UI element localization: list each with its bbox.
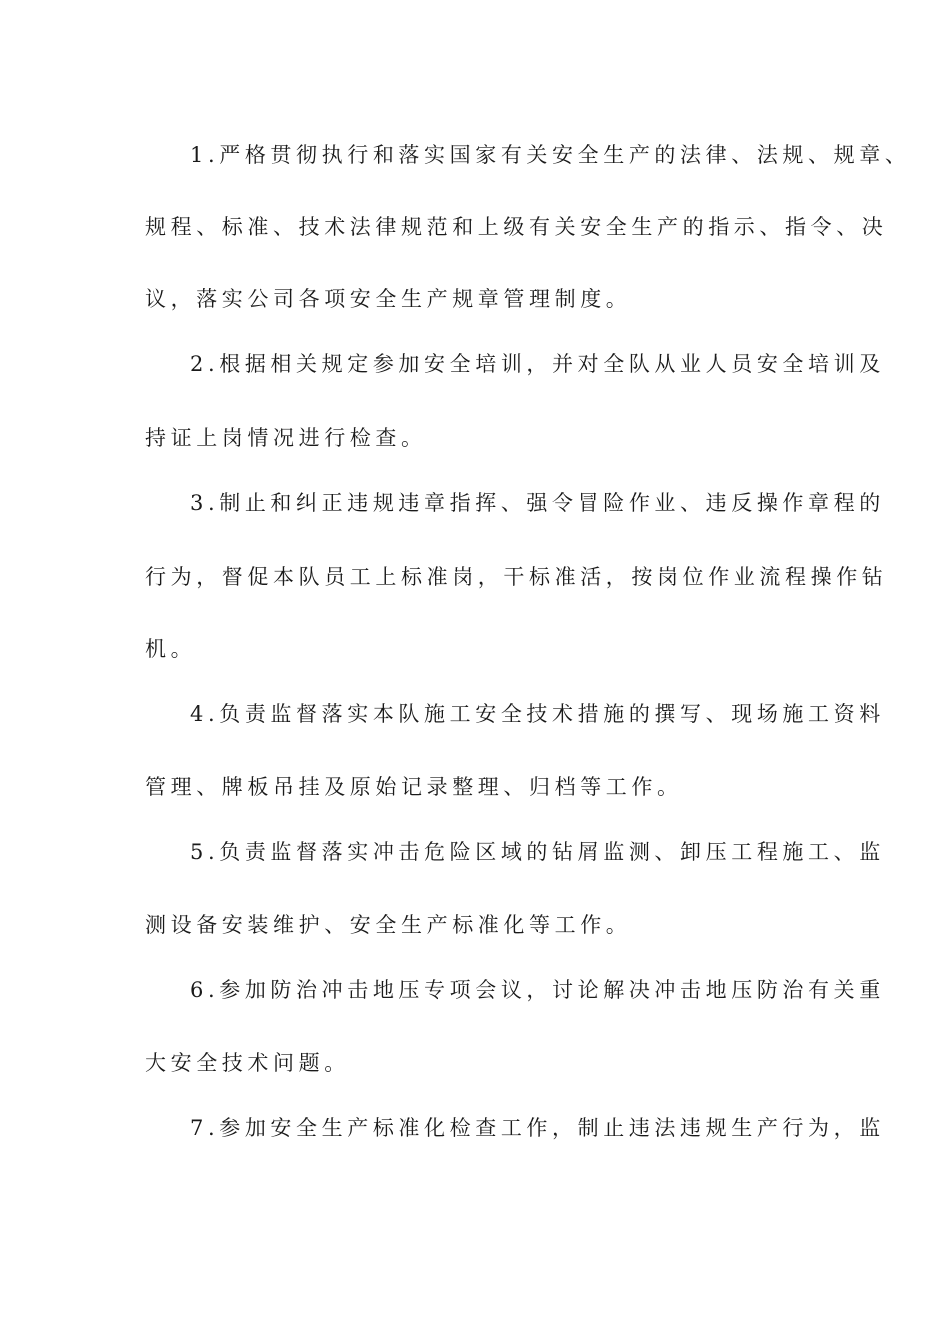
item-1-line-2: 规程、标准、技术法律规范和上级有关安全生产的指示、指令、决 [145,215,888,239]
item-2-line-2: 持证上岗情况进行检查。 [145,426,427,450]
item-4-line-2: 管理、牌板吊挂及原始记录整理、归档等工作。 [145,775,683,799]
item-2-line-1: 2.根据相关规定参加安全培训，并对全队从业人员安全培训及 [190,352,885,376]
item-1-line-3: 议，落实公司各项安全生产规章管理制度。 [145,287,632,311]
item-5-line-2: 测设备安装维护、安全生产标准化等工作。 [145,913,632,937]
item-7-line-1: 7.参加安全生产标准化检查工作，制止违法违规生产行为，监 [190,1116,885,1140]
item-5-line-1: 5.负责监督落实冲击危险区域的钻屑监测、卸压工程施工、监 [190,840,885,864]
item-3-line-2: 行为，督促本队员工上标准岗，干标准活，按岗位作业流程操作钻 [145,565,888,589]
item-6-line-2: 大安全技术问题。 [145,1051,350,1075]
item-3-line-3: 机。 [145,637,197,661]
item-1-line-1: 1.严格贯彻执行和落实国家有关安全生产的法律、法规、规章、 [190,143,911,167]
item-3-line-1: 3.制止和纠正违规违章指挥、强令冒险作业、违反操作章程的 [190,491,885,515]
item-6-line-1: 6.参加防治冲击地压专项会议，讨论解决冲击地压防治有关重 [190,978,885,1002]
item-4-line-1: 4.负责监督落实本队施工安全技术措施的撰写、现场施工资料 [190,702,885,726]
